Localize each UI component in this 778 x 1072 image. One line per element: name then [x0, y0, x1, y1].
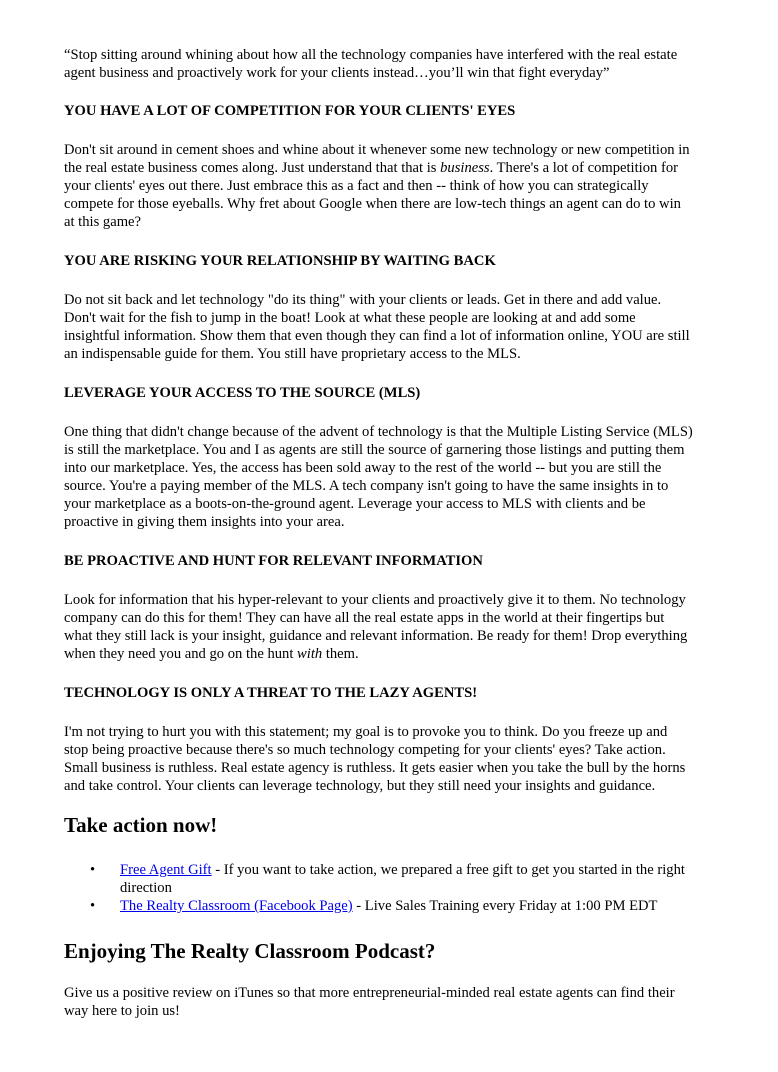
list-item-text: - Live Sales Training every Friday at 1:00 PM EDT [352, 898, 658, 914]
section-heading-relationship: YOU ARE RISKING YOUR RELATIONSHIP BY WAITING BACK [64, 253, 496, 269]
body-line: stop being proactive because there's so much technology competing for your clients' eyes? Take action. [64, 742, 666, 758]
section-body-mls [64, 423, 754, 531]
body-line: your marketplace as a boots-on-the-ground agent. Leverage your access to MLS with clients and be [64, 496, 646, 512]
body-line: an indispensable guide for them. You still have proprietary access to the MLS. [64, 346, 521, 362]
body-line: Look for information that his hyper-relevant to your clients and proactively give it to them. No technology [64, 592, 686, 608]
intro-quote [64, 46, 754, 82]
bullet-icon: • [90, 898, 96, 914]
body-line: I'm not trying to hurt you with this statement; my goal is to provoke you to think. Do you freeze up and [64, 724, 668, 740]
document-page [64, 46, 754, 1020]
text-fragment: them. [322, 646, 359, 662]
text-fragment: the real estate business comes along. Just understand that that is [64, 160, 441, 176]
body-line [64, 645, 754, 663]
section-body-relationship [64, 291, 754, 363]
list-item-facebook-page [64, 897, 754, 915]
free-agent-gift-link[interactable]: Free Agent Gift [120, 862, 212, 878]
body-line [64, 159, 754, 177]
body-line: your clients' eyes out there. Just embrace this as a fact and then -- think of how you can strategically [64, 178, 649, 194]
body-line: into our marketplace. Yes, the access has been sold away to the rest of the world -- but you are still the [64, 460, 662, 476]
section-body-proactive [64, 591, 754, 663]
section-heading-competition: YOU HAVE A LOT OF COMPETITION FOR YOUR CLIENTS' EYES [64, 103, 516, 119]
body-line: at this game? [64, 214, 141, 230]
podcast-heading: Enjoying The Realty Classroom Podcast? [64, 939, 436, 963]
body-line: company can do this for them! They can have all the real estate apps in the world at their fingertips but [64, 610, 665, 626]
emphasis-with: with [297, 646, 323, 662]
body-line: proactive in giving them insights into your area. [64, 514, 345, 530]
list-item-text: - If you want to take action, we prepared a free gift to get you started in the right [211, 862, 685, 878]
quote-line: agent business and proactively work for your clients instead…you’ll win that fight everyday” [64, 65, 610, 81]
take-action-list [64, 861, 754, 915]
podcast-body [64, 984, 754, 1020]
body-line: insightful information. Show them that even though they can find a lot of information online, YOU are still [64, 328, 690, 344]
body-line: Small business is ruthless. Real estate agency is ruthless. It gets easier when you take the bull by the horns [64, 760, 686, 776]
emphasis-business: business [440, 160, 490, 176]
body-line: Give us a positive review on iTunes so that more entrepreneurial-minded real estate agents can find their [64, 985, 675, 1001]
text-fragment: . There's a lot of competition for [489, 160, 678, 176]
text-fragment: when they need you and go on the hunt [64, 646, 298, 662]
section-body-competition [64, 141, 754, 231]
body-line: Don't wait for the fish to jump in the boat! Look at what these people are looking at and add some [64, 310, 636, 326]
body-line: way here to join us! [64, 1003, 180, 1019]
body-line: Do not sit back and let technology "do its thing" with your clients or leads. Get in there and add value. [64, 292, 662, 308]
body-line: Don't sit around in cement shoes and whine about it whenever some new technology or new competition in [64, 142, 690, 158]
list-line [120, 861, 754, 879]
section-heading-proactive: BE PROACTIVE AND HUNT FOR RELEVANT INFORMATION [64, 553, 483, 569]
facebook-page-link[interactable]: The Realty Classroom (Facebook Page) [120, 898, 353, 914]
list-item-text: direction [120, 880, 172, 896]
body-line: One thing that didn't change because of the advent of technology is that the Multiple Listing Service (MLS) [64, 424, 693, 440]
bullet-icon: • [90, 862, 96, 878]
body-line: what they still lack is your insight, guidance and relevant information. Be ready for them! Drop everything [64, 628, 688, 644]
body-line: source. You're a paying member of the MLS. A tech company isn't going to have the same insights in to [64, 478, 669, 494]
section-body-lazy-agents [64, 723, 754, 795]
body-line: and take control. Your clients can leverage technology, but they still need your insights and guidance. [64, 778, 656, 794]
list-item-free-agent-gift [64, 861, 754, 897]
section-heading-mls: LEVERAGE YOUR ACCESS TO THE SOURCE (MLS) [64, 385, 421, 401]
take-action-heading: Take action now! [64, 813, 218, 837]
body-line: compete for those eyeballs. Why fret about Google when there are low-tech things an agent can do to win [64, 196, 681, 212]
section-heading-lazy-agents: TECHNOLOGY IS ONLY A THREAT TO THE LAZY AGENTS! [64, 685, 478, 701]
list-line [120, 897, 754, 915]
quote-line: “Stop sitting around whining about how all the technology companies have interfered with the real estate [64, 47, 678, 63]
body-line: is still the marketplace. You and I as agents are still the source of garnering those listings and putting them [64, 442, 685, 458]
